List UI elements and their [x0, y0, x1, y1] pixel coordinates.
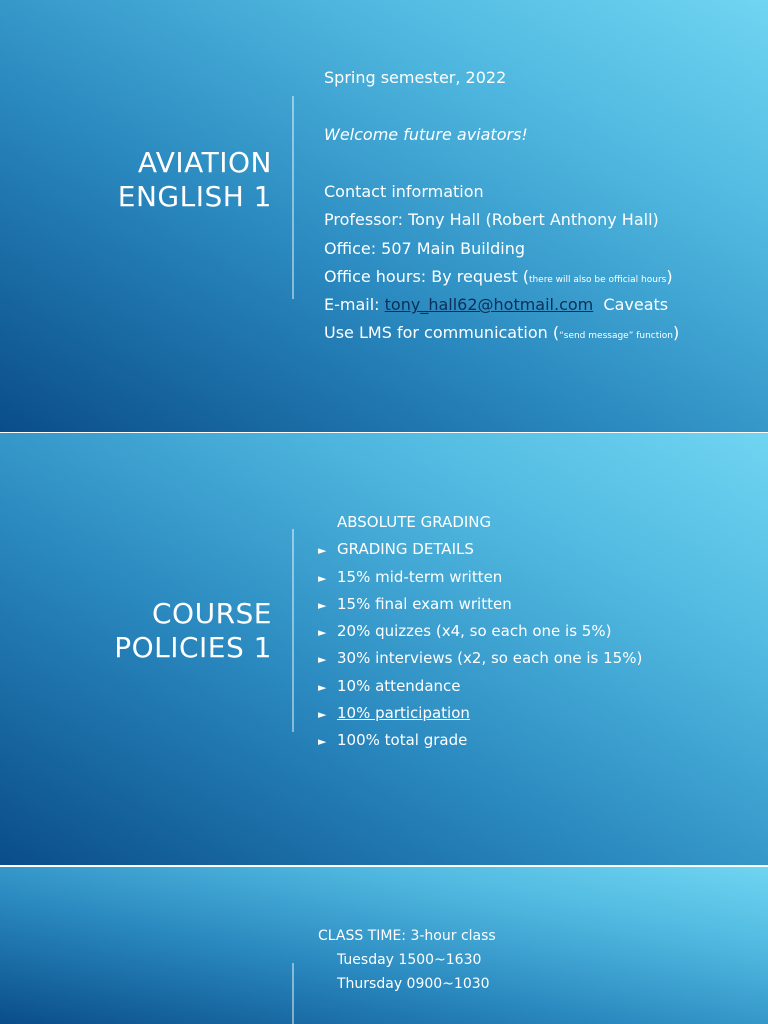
arrow-bullet-icon: ► — [318, 626, 327, 640]
lms-close: ) — [673, 323, 680, 343]
arrow-bullet-icon: ► — [318, 680, 327, 694]
arrow-bullet-icon: ► — [318, 544, 327, 558]
slide-class-time — [0, 867, 768, 1024]
slide-body — [318, 924, 768, 996]
vertical-divider — [292, 963, 294, 1024]
office-hours-close: ) — [666, 266, 673, 286]
list-item-text: 30% interviews (x2, so each one is 15%) — [337, 649, 643, 668]
slide-aviation-english — [0, 0, 768, 432]
office-text: Office: 507 Main Building — [324, 238, 525, 258]
list-item — [318, 645, 768, 672]
slide-body — [318, 509, 768, 755]
lms-note: “send message” function — [559, 331, 673, 342]
office-hours-line — [318, 267, 768, 295]
list-item-text: 20% quizzes (x4, so each one is 5%) — [337, 622, 612, 641]
lms-line — [318, 323, 768, 351]
office-hours-text: Office hours: By request ( — [324, 266, 529, 286]
semester-line — [318, 68, 768, 125]
list-item-text: GRADING DETAILS — [337, 540, 474, 559]
contact-heading-text: Contact information — [324, 182, 484, 201]
list-item-text: 100% total grade — [337, 731, 468, 750]
slide-course-policies — [0, 433, 768, 865]
list-item — [318, 673, 768, 700]
session-line — [318, 948, 768, 972]
office-hours-note: there will also be official hours — [528, 274, 667, 285]
list-item-text: ABSOLUTE GRADING — [337, 513, 492, 531]
contact-heading-line — [318, 182, 768, 210]
welcome-text: Welcome future aviators! — [324, 125, 528, 144]
slide-title-line-2: ENGLISH 1 — [117, 180, 272, 213]
list-item — [318, 536, 768, 563]
email-link[interactable]: tony_hall62@hotmail.com — [384, 295, 594, 315]
arrow-bullet-icon: ► — [318, 735, 327, 749]
caveats-text: Caveats — [603, 295, 669, 315]
welcome-line — [318, 125, 768, 182]
list-item — [318, 618, 768, 645]
arrow-bullet-icon: ► — [318, 598, 327, 612]
slide-title-line-2: POLICIES 1 — [114, 631, 272, 664]
arrow-bullet-icon: ► — [318, 653, 327, 667]
lms-text: Use LMS for communication ( — [324, 323, 560, 343]
slide-title-line-1: AVIATION — [137, 146, 272, 179]
session-line — [318, 972, 768, 996]
arrow-bullet-icon: ► — [318, 708, 327, 722]
professor-line — [318, 210, 768, 238]
slide-title-line-1: COURSE — [151, 597, 272, 630]
session-text: Tuesday 1500~1630 — [337, 952, 482, 968]
professor-text: Professor: Tony Hall (Robert Anthony Hall) — [324, 210, 659, 230]
list-item — [318, 700, 768, 727]
list-item — [318, 591, 768, 618]
office-line — [318, 239, 768, 267]
slide-title — [118, 146, 272, 214]
list-item-text: 10% attendance — [337, 676, 461, 695]
list-item — [318, 727, 768, 754]
email-line — [318, 295, 768, 323]
semester-text: Spring semester, 2022 — [324, 68, 507, 87]
list-item-text: 15% mid-term written — [337, 567, 503, 586]
list-item-text: 10% participation — [337, 704, 470, 723]
vertical-divider — [292, 96, 294, 299]
slide-title — [114, 597, 272, 665]
list-item-text: 15% final exam written — [337, 594, 512, 613]
session-text: Thursday 0900~1030 — [337, 976, 490, 992]
class-time-text: CLASS TIME: 3-hour class — [318, 928, 496, 944]
list-item — [318, 564, 768, 591]
class-time-line — [318, 924, 768, 948]
email-label: E-mail: — [324, 295, 385, 315]
list-item — [318, 509, 768, 536]
vertical-divider — [292, 529, 294, 732]
arrow-bullet-icon: ► — [318, 571, 327, 585]
grading-list — [318, 509, 768, 755]
slide-body — [318, 68, 768, 352]
